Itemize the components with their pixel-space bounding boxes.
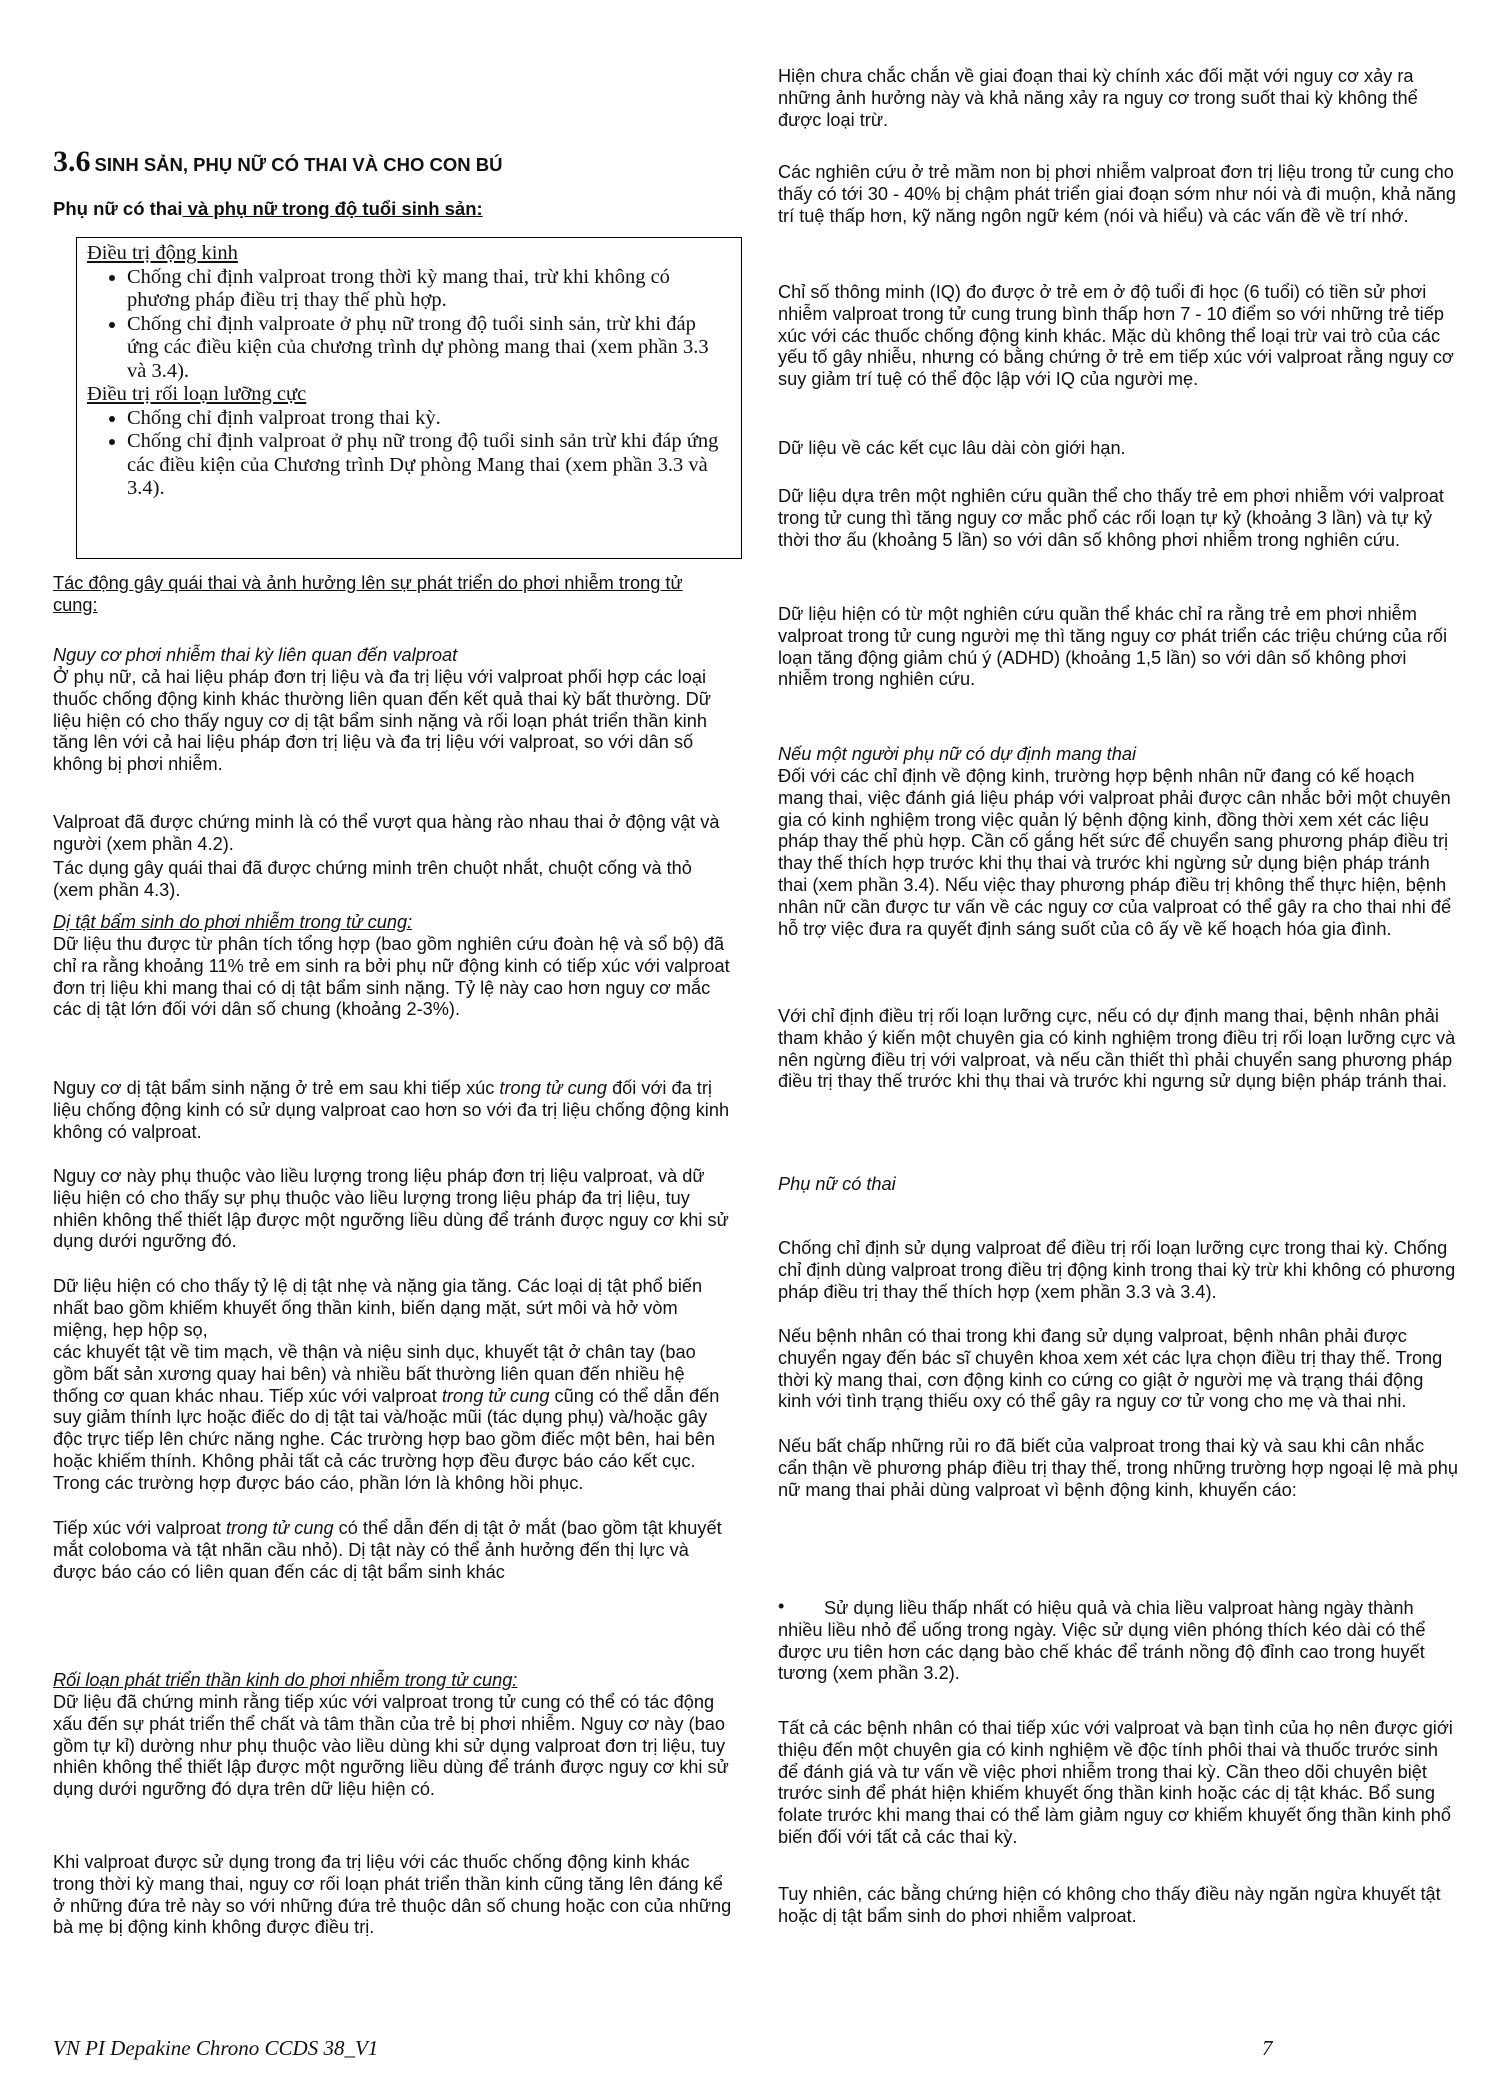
- text-run-italic: trong tử cung: [499, 1078, 608, 1098]
- section-number: 3.6: [53, 145, 91, 178]
- subheading-pregnant: Phụ nữ có thai: [53, 198, 183, 219]
- bullet-item: [778, 1598, 1458, 1685]
- paragraph: [53, 1342, 732, 1495]
- section-title: SINH SẢN, PHỤ NỮ CÓ THAI VÀ CHO CON BÚ: [94, 154, 503, 175]
- paragraph: Khi valproat được sử dụng trong đa trị liệu với các thuốc chống động kinh khác trong thời kỳ mang thai, nguy cơ rối loạn phát triển thần kinh cũng tăng lên đáng kể ở những đứa trẻ này so với những đứa trẻ thuộc dân số chung hoặc con của những bà mẹ bị động kinh không được điều trị.: [53, 1852, 732, 1938]
- heading-teratogenic: Tác động gây quái thai và ảnh hưởng lên sự phát triển do phơi nhiễm trong tử cung:: [53, 573, 683, 615]
- contraindication-box: [76, 237, 742, 559]
- paragraph: [53, 1078, 732, 1143]
- paragraph: Dữ liệu hiện có từ một nghiên cứu quần thể khác chỉ ra rằng trẻ em phơi nhiễm valproat trong tử cung người mẹ thì tăng nguy cơ phát triển các triệu chứng của rối loạn tăng động giảm chú ý (ADHD) (khoảng 1,5 lần) so với dân số không phơi nhiễm trong nghiên cứu.: [778, 604, 1448, 690]
- paragraph: Tất cả các bệnh nhân có thai tiếp xúc với valproat và bạn tình của họ nên được giới thiệu đến một chuyên gia có kinh nghiệm về độc tính phôi thai và thuốc trước sinh để đánh giá và tư vấn về việc phơi nhiễm trong thai kỳ. Cần theo dõi chuyên biệt trước sinh để phát hiện khiếm khuyết ống thần kinh hoặc các dị tật khác. Bổ sung folate trước khi mang thai có thể làm giảm nguy cơ khiếm khuyết ống thần kinh phổ biến đối với tất cả các thai kỳ.: [778, 1718, 1453, 1847]
- paragraph: Chỉ số thông minh (IQ) đo được ở trẻ em ở độ tuổi đi học (6 tuổi) có tiền sử phơi nhiễm valproat trong tử cung trung bình thấp hơn 7 - 10 điểm so với những trẻ tiếp xúc với các thuốc chống động kinh khác. Mặc dù không thể loại trừ vai trò của các yếu tố gây nhiễu, nhưng có bằng chứng ở trẻ em tiếp xúc với valproat rằng nguy cơ suy giảm trí tuệ có thể độc lập với IQ của người mẹ.: [778, 282, 1454, 390]
- paragraph: Tác dụng gây quái thai đã được chứng minh trên chuột nhắt, chuột cống và thỏ (xem phần 4.3).: [53, 858, 692, 900]
- paragraph: Đối với các chỉ định về động kinh, trường hợp bệnh nhân nữ đang có kế hoạch mang thai, việc đánh giá liệu pháp với valproat phải được cân nhắc bởi một chuyên gia có kinh nghiệm trong việc quản lý bệnh động kinh, đồng thời xem xét các liệu pháp thay thế phù hợp. Cần cố gắng hết sức để chuyển sang phương pháp điều trị thay thế thích hợp trước khi thụ thai và trước khi ngừng sử dụng biện pháp tránh thai (xem phần 3.4). Nếu việc thay phương pháp điều trị không thể thực hiện, bệnh nhân nữ cần được tư vấn về các nguy cơ của valproat có thể gây ra cho thai nhi để hỗ trợ việc đưa ra quyết định sáng suốt của cô ấy về kế hoạch hóa gia đình.: [778, 766, 1452, 939]
- text-run: đối với đa trị liệu chống động kinh có sử dụng valproat cao hơn so với đa trị liệu chống động kinh không có valproat.: [53, 1078, 730, 1142]
- text-run-italic: trong tử cung: [441, 1385, 550, 1406]
- footer-doc-id: VN PI Depakine Chrono CCDS 38_V1: [53, 2036, 379, 2060]
- text-run: Nguy cơ dị tật bẩm sinh nặng ở trẻ em sau khi tiếp xúc: [53, 1078, 500, 1098]
- box-bipolar-list: [87, 407, 731, 501]
- box-bipolar-item: • Chống chỉ định valproat trong thai kỳ.: [127, 407, 731, 431]
- footer-page-number: 7: [1262, 2036, 1273, 2060]
- heading-neuro: Rối loạn phát triển thần kinh do phơi nhiễm trong tử cung:: [53, 1670, 518, 1690]
- box-epilepsy-list: [87, 266, 731, 384]
- box-epilepsy-item: • Chống chỉ định valproat trong thời kỳ mang thai, trừ khi không có phương pháp điều trị thay thế phù hợp.: [127, 266, 731, 313]
- box-bipolar-item: • Chống chỉ định valproat ở phụ nữ trong độ tuổi sinh sản trừ khi đáp ứng các điều kiện của Chương trình Dự phòng Mang thai (xem phần 3.3 và 3.4).: [127, 430, 731, 501]
- paragraph: Dữ liệu dựa trên một nghiên cứu quần thể cho thấy trẻ em phơi nhiễm với valproat trong tử cung thì tăng nguy cơ mắc phổ các rối loạn tự kỷ (khoảng 3 lần) và tự kỷ thời thơ ấu (khoảng 5 lần) so với dân số không phơi nhiễm trong nghiên cứu.: [778, 486, 1444, 550]
- text-run: cũng có thể dẫn đến suy giảm thính lực hoặc điếc do dị tật tai và/hoặc mũi (tác dụng phụ) và/hoặc gây độc trực tiếp lên chức năng nghe. Các trường hợp bao gồm điếc một bên, hai bên hoặc khiếm thính. Không phải tất cả các trường hợp đều được báo cáo kết cục. Trong các trường hợp được báo cáo, phần lớn là không hồi phục.: [53, 1385, 720, 1493]
- paragraph: [53, 1518, 732, 1583]
- text-run-italic: trong tử cung: [226, 1518, 334, 1538]
- paragraph: Chống chỉ định sử dụng valproat để điều trị rối loạn lưỡng cực trong thai kỳ. Chống chỉ định dùng valproat trong điều trị động kinh trong thai kỳ trừ khi không có phương pháp điều trị thay thế thích hợp (xem phần 3.3 và 3.4).: [778, 1238, 1456, 1302]
- paragraph: Nếu bất chấp những rủi ro đã biết của valproat trong thai kỳ và sau khi cân nhắc cẩn thận về phương pháp điều trị thay thế, trong những trường hợp ngoại lệ mà phụ nữ mang thai phải dùng valproat vì bệnh động kinh, khuyến cáo:: [778, 1436, 1459, 1500]
- box-epilepsy-heading: Điều trị động kinh: [87, 242, 238, 264]
- text-run: có thể dẫn đến dị tật ở mắt (bao gồm tật khuyết mắt coloboma và tật nhãn cầu nhỏ). Dị tật này có thể ảnh hưởng đến thị lực và được báo cáo có liên quan đến các dị tật bẩm sinh khác: [53, 1518, 722, 1582]
- box-bipolar-heading: Điều trị rối loạn lưỡng cực: [87, 383, 307, 405]
- paragraph: Nguy cơ này phụ thuộc vào liều lượng trong liệu pháp đơn trị liệu valproat, và dữ liệu hiện có cho thấy sự phụ thuộc vào liều lượng trong liệu pháp đa trị liệu, tuy nhiên không thể thiết lập được một ngưỡng liều dùng để tránh được nguy cơ khi sử dụng dưới ngưỡng đó.: [53, 1166, 729, 1252]
- paragraph: Dữ liệu về các kết cục lâu dài còn giới hạn.: [778, 438, 1126, 458]
- paragraph: Sử dụng liều thấp nhất có hiệu quả và chia liều valproat hàng ngày thành nhiều liều nhỏ để uống trong ngày. Việc sử dụng viên phóng thích kéo dài có thể được ưu tiên hơn các dạng bào chế khác để tránh nồng độ đỉnh cao trong huyết tương (xem phần 3.2).: [778, 1598, 1426, 1684]
- heading-planning: Nếu một người phụ nữ có dự định mang thai: [778, 744, 1136, 764]
- paragraph: Dữ liệu thu được từ phân tích tổng hợp (bao gồm nghiên cứu đoàn hệ và sổ bộ) đã chỉ ra rằng khoảng 11% trẻ em sinh ra bởi phụ nữ động kinh có tiếp xúc với valproat đơn trị liệu khi mang thai có dị tật bẩm sinh nặng. Tỷ lệ này cao hơn nguy cơ mắc các dị tật lớn đối với dân số chung (khoảng 2-3%).: [53, 934, 730, 1020]
- heading-pregnant: Phụ nữ có thai: [778, 1174, 896, 1194]
- subheading-women: [53, 198, 732, 220]
- text-run: các khuyết tật về tim mạch, về thận và niệu sinh dục, khuyết tật ở chân tay (bao gồm bất sản xương quay hai bên) và nhiều bất thường liên quan đến nhiều hệ thống cơ quan khác nhau. Tiếp xúc với valproat: [53, 1342, 696, 1406]
- box-epilepsy-item: • Chống chỉ định valproate ở phụ nữ trong độ tuổi sinh sản, trừ khi đáp ứng các điều kiện của chương trình dự phòng mang thai (xem phần 3.3 và 3.4).: [127, 313, 731, 384]
- heading-risk: Nguy cơ phơi nhiễm thai kỳ liên quan đến valproat: [53, 645, 458, 665]
- paragraph: Tuy nhiên, các bằng chứng hiện có không cho thấy điều này ngăn ngừa khuyết tật hoặc dị tật bẩm sinh do phơi nhiễm valproat.: [778, 1884, 1441, 1926]
- paragraph: Các nghiên cứu ở trẻ mầm non bị phơi nhiễm valproat đơn trị liệu trong tử cung cho thấy có tới 30 - 40% bị chậm phát triển giai đoạn sớm như nói và đi muộn, khả năng trí tuệ thấp hơn, kỹ năng ngôn ngữ kém (nói và hiểu) và các vấn đề về trí nhớ.: [778, 162, 1457, 226]
- bullet-icon: •: [778, 1596, 785, 1616]
- paragraph: Valproat đã được chứng minh là có thể vượt qua hàng rào nhau thai ở động vật và người (xem phần 4.2).: [53, 812, 720, 854]
- paragraph: Với chỉ định điều trị rối loạn lưỡng cực, nếu có dự định mang thai, bệnh nhân phải tham khảo ý kiến một chuyên gia có kinh nghiệm trong điều trị rối loạn lưỡng cực và nên ngừng điều trị với valproat, và nếu cần thiết thì phải chuyển sang phương pháp điều trị thay thế trước khi thụ thai và trước khi ngưng sử dụng biện pháp tránh thai.: [778, 1006, 1456, 1092]
- heading-malformations: Dị tật bẩm sinh do phơi nhiễm trong tử cung:: [53, 912, 413, 932]
- section-heading: [53, 145, 732, 179]
- paragraph: Dữ liệu đã chứng minh rằng tiếp xúc với valproat trong tử cung có thể có tác động xấu đến sự phát triển thể chất và tâm thần của trẻ bị phơi nhiễm. Nguy cơ này (bao gồm tự kỉ) dường như phụ thuộc vào liều dùng khi sử dụng valproat đơn trị liệu, tuy nhiên không thể thiết lập được một ngưỡng liều dùng để tránh được nguy cơ khi sử dụng dưới ngưỡng đó dựa trên dữ liệu hiện có.: [53, 1692, 729, 1800]
- paragraph: Nếu bệnh nhân có thai trong khi đang sử dụng valproat, bệnh nhân phải được chuyển ngay đến bác sĩ chuyên khoa xem xét các lựa chọn điều trị thay thế. Trong thời kỳ mang thai, cơn động kinh co cứng co giật ở người mẹ và trạng thái động kinh với tình trạng thiếu oxy có thể gây ra nguy cơ tử vong cho mẹ và thai nhi.: [778, 1326, 1443, 1412]
- paragraph: Hiện chưa chắc chắn về giai đoạn thai kỳ chính xác đối mặt với nguy cơ xảy ra những ảnh hưởng này và khả năng xảy ra nguy cơ trong suốt thai kỳ không thể được loại trừ.: [778, 66, 1418, 130]
- subheading-childbearing: và phụ nữ trong độ tuổi sinh sản:: [182, 198, 483, 219]
- paragraph: Dữ liệu hiện có cho thấy tỷ lệ dị tật nhẹ và nặng gia tăng. Các loại dị tật phổ biến nhất bao gồm khiếm khuyết ống thần kinh, biến dạng mặt, sứt môi và hở vòm miệng, hẹp hộp sọ,: [53, 1276, 703, 1340]
- paragraph: Ở phụ nữ, cả hai liệu pháp đơn trị liệu và đa trị liệu với valproat phối hợp các loại thuốc chống động kinh khác thường liên quan đến kết quả thai kỳ bất thường. Dữ liệu hiện có cho thấy nguy cơ dị tật bẩm sinh nặng và rối loạn phát triển thần kinh tăng lên với cả hai liệu pháp đơn trị liệu và đa trị liệu với valproat, so với dân số không bị phơi nhiễm.: [53, 667, 711, 775]
- text-run: Tiếp xúc với valproat: [53, 1518, 226, 1538]
